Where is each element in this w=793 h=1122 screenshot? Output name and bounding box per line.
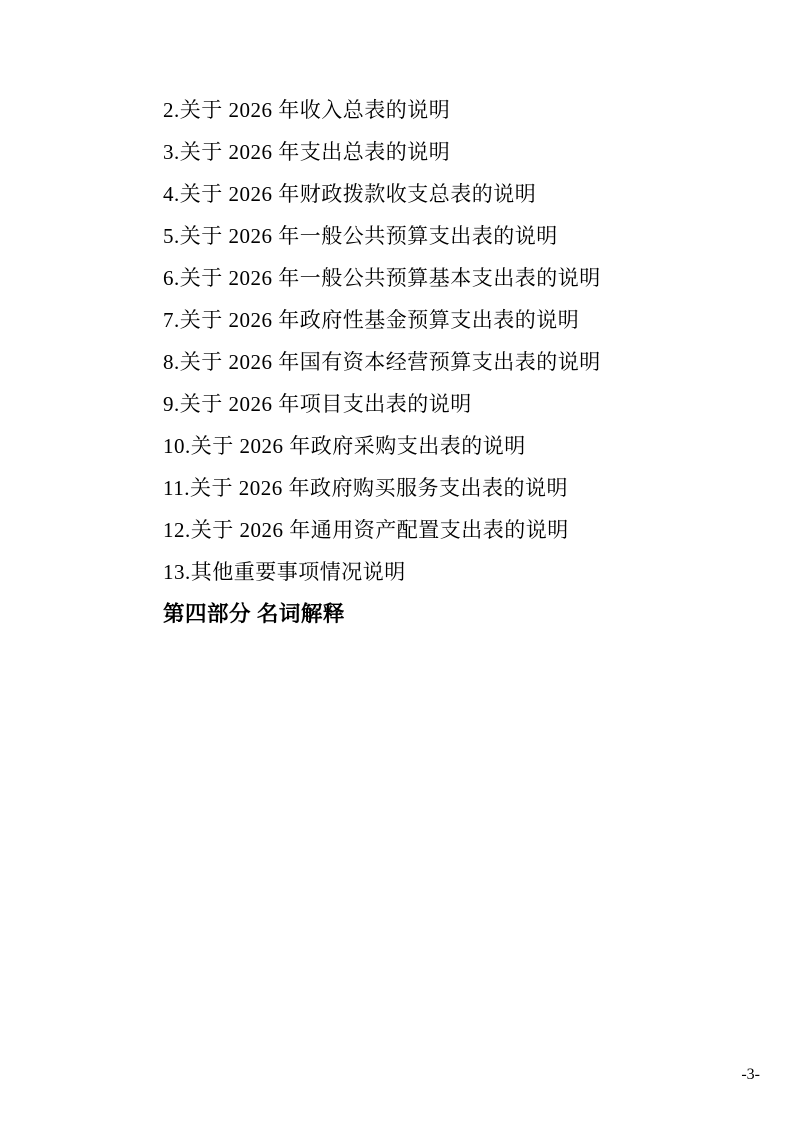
page-number: -3-: [741, 1066, 760, 1083]
toc-item: 6.关于 2026 年一般公共预算基本支出表的说明: [163, 266, 601, 290]
toc-item: 11.关于 2026 年政府购买服务支出表的说明: [163, 476, 568, 500]
toc-item: 3.关于 2026 年支出总表的说明: [163, 140, 451, 164]
toc-item: 8.关于 2026 年国有资本经营预算支出表的说明: [163, 350, 601, 374]
toc-item: 10.关于 2026 年政府采购支出表的说明: [163, 434, 526, 458]
document-content: [163, 89, 743, 635]
toc-item: 13.其他重要事项情况说明: [163, 560, 406, 584]
toc-item: 7.关于 2026 年政府性基金预算支出表的说明: [163, 308, 580, 332]
toc-item: 9.关于 2026 年项目支出表的说明: [163, 392, 472, 416]
toc-item: 4.关于 2026 年财政拨款收支总表的说明: [163, 182, 537, 206]
toc-item: 5.关于 2026 年一般公共预算支出表的说明: [163, 224, 558, 248]
toc-item: 12.关于 2026 年通用资产配置支出表的说明: [163, 518, 569, 542]
section-heading: 第四部分 名词解释: [163, 602, 345, 626]
toc-item: 2.关于 2026 年收入总表的说明: [163, 98, 451, 122]
